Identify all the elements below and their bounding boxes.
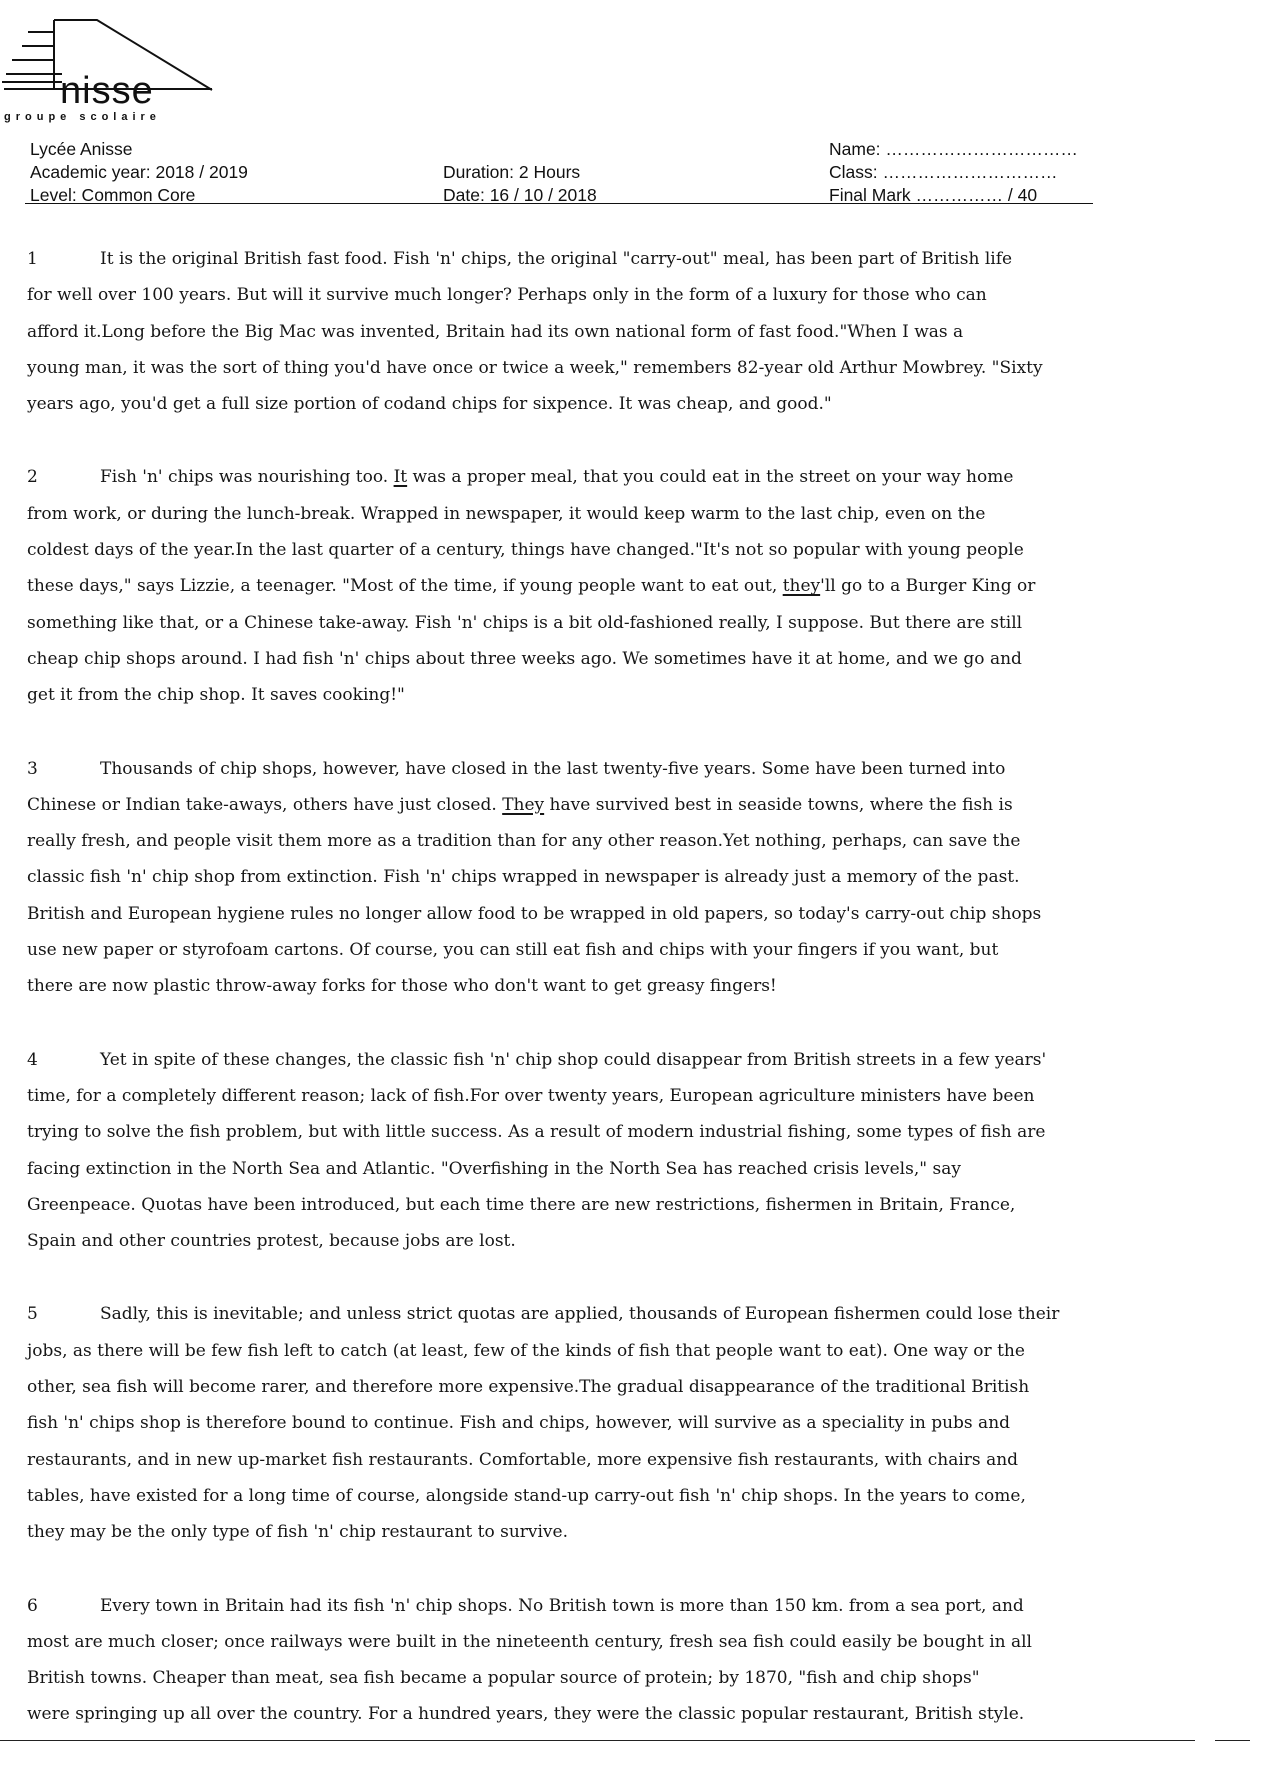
text-line: British towns. Cheaper than meat, sea fish became a popular source of protein; by 1870, "fish and chip shops" bbox=[27, 1668, 980, 1689]
header-exam-info bbox=[443, 161, 597, 207]
text-line: from work, or during the lunch-break. Wrapped in newspaper, it would keep warm to the last chip, even on the bbox=[27, 503, 986, 524]
text-line bbox=[27, 1296, 1157, 1332]
text-line: years ago, you'd get a full size portion of codand chips for sixpence. It was cheap, and good." bbox=[27, 394, 832, 415]
text-line bbox=[27, 1042, 1157, 1078]
paragraph-number: 5 bbox=[27, 1304, 38, 1325]
text-line: jobs, as there will be few fish left to catch (at least, few of the kinds of fish that people want to eat). One way or the bbox=[27, 1340, 1025, 1361]
text-line: Greenpeace. Quotas have been introduced, but each time there are new restrictions, fishermen in Britain, France, bbox=[27, 1194, 1016, 1215]
text-line: time, for a completely different reason; lack of fish.For over twenty years, European agriculture ministers have been bbox=[27, 1085, 1035, 1106]
paragraph-number: 6 bbox=[27, 1595, 38, 1616]
text-line bbox=[27, 568, 1157, 604]
exam-date: Date: 16 / 10 / 2018 bbox=[443, 185, 597, 205]
reading-text bbox=[27, 241, 1157, 1770]
line-text: have survived best in seaside towns, where the fish is bbox=[544, 794, 1013, 815]
text-line: coldest days of the year.In the last quarter of a century, things have changed."It's not so popular with young people bbox=[27, 540, 1024, 561]
header-school-info bbox=[30, 138, 248, 207]
header-student-info bbox=[829, 138, 1078, 207]
level: Level: Common Core bbox=[30, 185, 196, 205]
text-line bbox=[27, 459, 1157, 495]
text-line: they may be the only type of fish 'n' chip restaurant to survive. bbox=[27, 1522, 569, 1543]
academic-year: Academic year: 2018 / 2019 bbox=[30, 162, 248, 182]
paragraph-1 bbox=[27, 241, 1157, 422]
paragraph-3 bbox=[27, 751, 1157, 1005]
underlined-reference-word: It bbox=[393, 467, 408, 488]
line-text: Chinese or Indian take-aways, others have just closed. bbox=[27, 794, 503, 815]
line-text: Thousands of chip shops, however, have closed in the last twenty-five years. Some have been turned into bbox=[100, 758, 1006, 779]
line-text: Sadly, this is inevitable; and unless strict quotas are applied, thousands of European fishermen could lose their bbox=[100, 1304, 1060, 1325]
text-line bbox=[27, 787, 1157, 823]
text-line: classic fish 'n' chip shop from extinction. Fish 'n' chips wrapped in newspaper is already just a memory of the past. bbox=[27, 867, 1020, 888]
text-line: really fresh, and people visit them more as a tradition than for any other reason.Yet nothing, perhaps, can save the bbox=[27, 831, 1021, 852]
paragraph-number: 3 bbox=[27, 758, 38, 779]
text-line: young man, it was the sort of thing you'd have once or twice a week," remembers 82-year old Arthur Mowbrey. "Sixty bbox=[27, 357, 1043, 378]
duration: Duration: 2 Hours bbox=[443, 162, 581, 182]
text-line: get it from the chip shop. It saves cooking!" bbox=[27, 685, 405, 706]
paragraph-number: 1 bbox=[27, 249, 38, 269]
school-name: Lycée Anisse bbox=[30, 139, 133, 159]
text-line: something like that, or a Chinese take-away. Fish 'n' chips is a bit old-fashioned really, I suppose. But there are still bbox=[27, 612, 1023, 633]
class-field: Class: ………………………… bbox=[829, 162, 1058, 182]
paragraph-4 bbox=[27, 1042, 1157, 1260]
footer-divider bbox=[0, 1740, 1195, 1741]
text-line: were springing up all over the country. For a hundred years, they were the classic popular restaurant, British style. bbox=[27, 1704, 1025, 1725]
paragraph-6 bbox=[27, 1588, 1157, 1733]
line-text: 'll go to a Burger King or bbox=[820, 576, 1036, 597]
line-text: was a proper meal, that you could eat in the street on your way home bbox=[407, 467, 1014, 488]
text-line: most are much closer; once railways were built in the nineteenth century, fresh sea fish could easily be bought in all bbox=[27, 1631, 1032, 1652]
footer-divider-end bbox=[1215, 1740, 1250, 1741]
text-line: restaurants, and in new up-market fish restaurants. Comfortable, more expensive fish restaurants, with chairs and bbox=[27, 1449, 1019, 1470]
text-line: Spain and other countries protest, because jobs are lost. bbox=[27, 1231, 516, 1252]
text-line: fish 'n' chips shop is therefore bound to continue. Fish and chips, however, will survive as a speciality in pubs and bbox=[27, 1413, 1011, 1434]
logo-subtitle: groupe scolaire bbox=[4, 111, 161, 123]
final-mark-field: Final Mark …………… / 40 bbox=[829, 185, 1038, 205]
text-line bbox=[27, 751, 1157, 787]
text-line: facing extinction in the North Sea and Atlantic. "Overfishing in the North Sea has reached crisis levels," say bbox=[27, 1158, 961, 1179]
text-line: afford it.Long before the Big Mac was invented, Britain had its own national form of fast food."When I was a bbox=[27, 321, 964, 342]
text-line: use new paper or styrofoam cartons. Of course, you can still eat fish and chips with your fingers if you want, but bbox=[27, 940, 999, 961]
paragraph-number: 4 bbox=[27, 1049, 38, 1070]
text-line: trying to solve the fish problem, but with little success. As a result of modern industrial fishing, some types of fish are bbox=[27, 1122, 1046, 1143]
text-line: for well over 100 years. But will it survive much longer? Perhaps only in the form of a luxury for those who can bbox=[27, 285, 987, 306]
text-line bbox=[27, 1588, 1157, 1624]
line-text: Fish 'n' chips was nourishing too. bbox=[100, 467, 394, 488]
text-line: there are now plastic throw-away forks for those who don't want to get greasy fingers! bbox=[27, 976, 777, 997]
line-text: Yet in spite of these changes, the classic fish 'n' chip shop could disappear from British streets in a few years' bbox=[100, 1049, 1047, 1070]
school-logo bbox=[2, 18, 242, 123]
header-divider bbox=[25, 203, 1093, 204]
text-line: British and European hygiene rules no longer allow food to be wrapped in old papers, so today's carry-out chip shops bbox=[27, 903, 1042, 924]
line-text: It is the original British fast food. Fish 'n' chips, the original "carry-out" meal, has been part of British life bbox=[100, 249, 1013, 269]
paragraph-2 bbox=[27, 459, 1157, 713]
underlined-reference-word: they bbox=[782, 576, 821, 597]
text-line: cheap chip shops around. I had fish 'n' chips about three weeks ago. We sometimes have it at home, and we go and bbox=[27, 648, 1022, 669]
text-line: other, sea fish will become rarer, and therefore more expensive.The gradual disappearance of the traditional British bbox=[27, 1377, 1030, 1398]
line-text: these days," says Lizzie, a teenager. "Most of the time, if young people want to eat out, bbox=[27, 576, 783, 597]
paragraph-5 bbox=[27, 1296, 1157, 1550]
line-text: Every town in Britain had its fish 'n' chip shops. No British town is more than 150 km. from a sea port, and bbox=[100, 1595, 1024, 1616]
underlined-reference-word: They bbox=[502, 794, 545, 815]
text-line: tables, have existed for a long time of course, alongside stand-up carry-out fish 'n' chip shops. In the years to come, bbox=[27, 1485, 1026, 1506]
logo-wordmark: nisse bbox=[60, 70, 154, 112]
text-line bbox=[27, 241, 1157, 277]
name-field: Name: …………………………… bbox=[829, 139, 1078, 159]
paragraph-number: 2 bbox=[27, 467, 38, 488]
